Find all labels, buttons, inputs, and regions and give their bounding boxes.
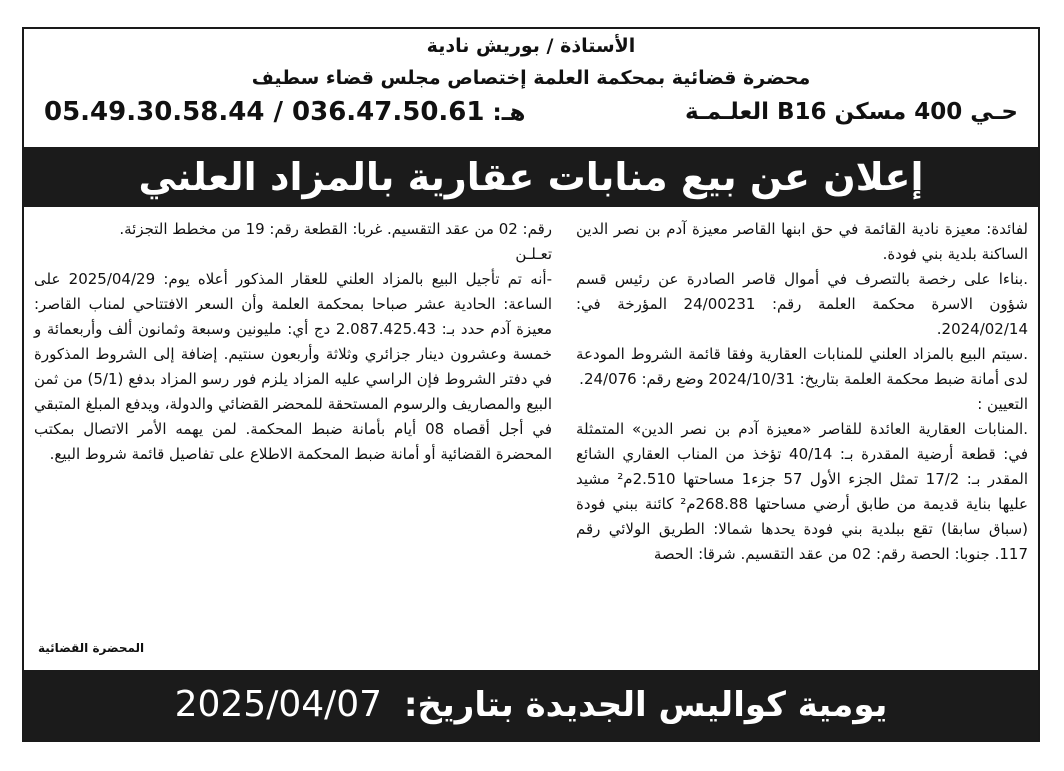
property-paragraph: .المنابات العقارية العائدة للقاصر «معيزة آدم بن نصر الدين» المتمثلة في: قطعة أرضية المقدرة بـ: 40/14 تؤخذ من المناب العقاري الشائع المقدر بـ: 17/2 تمثل الجزء الأول 57 جزء1 مساحتها 2.510م² مشيد عليها بناية قديمة من طابق أرضي مساحتها 268.88م² كائنة ببني فودة (سباق سابقا) تقع ببلدية بني فودة يحدها شمالا: الطريق الولائي رقم 117. جنوبا: الحصة رقم: 02 من عقد التقسيم. شرقا: الحصة [576, 420, 1029, 563]
sale-paragraph: .سيتم البيع بالمزاد العلني للمنابات العقارية وفقا قائمة الشروط المودعة لدى أمانة ضبط محكمة العلمة بتاريخ: 2024/10/31 وضع رقم: 24/076. [576, 345, 1028, 388]
postponement-paragraph: -أنه تم تأجيل البيع بالمزاد العلني للعقار المذكور أعلاه يوم: 2025/04/29 على الساعة: الحادية عشر صباحا بمحكمة العلمة وأن السعر الافتتاحي لمناب القاصر: معيزة آدم حدد بـ: 2.087.425.43 دج أي: مليونين وسبعة وثمانون ألف وأربعمائة و خمسة وعشرون دينار جزائري وثلاثة وأربعون سنتيم. إضافة إلى الشروط المذكورة في دفتر الشروط فإن الراسي عليه المزاد يلزم فور رسو المزاد بدفع (5/1) من ثمن البيع والمصاريف والرسوم المستحقة للمحضر القضائي والدولة، ويدفع المبلغ المتبقي في أجل أقصاه 08 أيام بأمانة ضبط المحكمة. لمن يهمه الأمر الاتصال بمكتب المحضرة القضائية أو أمانة ضبط المحكمة الاطلاع على تفاصيل قائمة شروط البيع. [34, 270, 553, 463]
publication-date: 2025/04/07 [174, 684, 383, 725]
phone-block [44, 97, 526, 127]
right-column [576, 217, 1028, 567]
license-paragraph: .بناءا على رخصة بالتصرف في أموال قاصر الصادرة عن رئيس قسم شؤون الاسرة محكمة العلمة رقم: 24/00231 المؤرخة في: 2024/02/14. [576, 270, 1028, 338]
newspaper-label: يومية كواليس الجديدة بتاريخ: [403, 685, 888, 725]
phone-numbers: 036.47.50.61 / 05.49.30.58.44 [44, 97, 485, 127]
contact-line [44, 97, 1018, 127]
legal-notice [22, 27, 1040, 742]
beneficiary-paragraph: لفائدة: معيزة نادية القائمة في حق ابنها القاصر معيزة آدم بن نصر الدين الساكنة بلدية بني فودة. [576, 220, 1028, 263]
bailiff-title: محضرة قضائية بمحكمة العلمة إختصاص مجلس قضاء سطيف [251, 67, 811, 89]
notice-header [24, 29, 1038, 147]
left-column [34, 217, 552, 467]
office-address: حـي 400 مسكن B16 العلـمـة [684, 99, 1018, 125]
announces-heading: تعـلـن [515, 245, 552, 263]
boundary-paragraph: رقم: 02 من عقد التقسيم. غربا: القطعة رقم: 19 من مخطط التجزئة. [119, 220, 552, 238]
notice-body [24, 217, 1038, 672]
phone-label: هـ: [492, 100, 526, 126]
publication-footer [24, 670, 1038, 740]
bailiff-name: الأستاذة / بوريش نادية [426, 35, 636, 57]
signature: المحضرة القضائية [38, 641, 145, 655]
designation-heading: التعيين : [977, 395, 1028, 413]
notice-title-banner: إعلان عن بيع منابات عقارية بالمزاد العلني [24, 147, 1038, 207]
